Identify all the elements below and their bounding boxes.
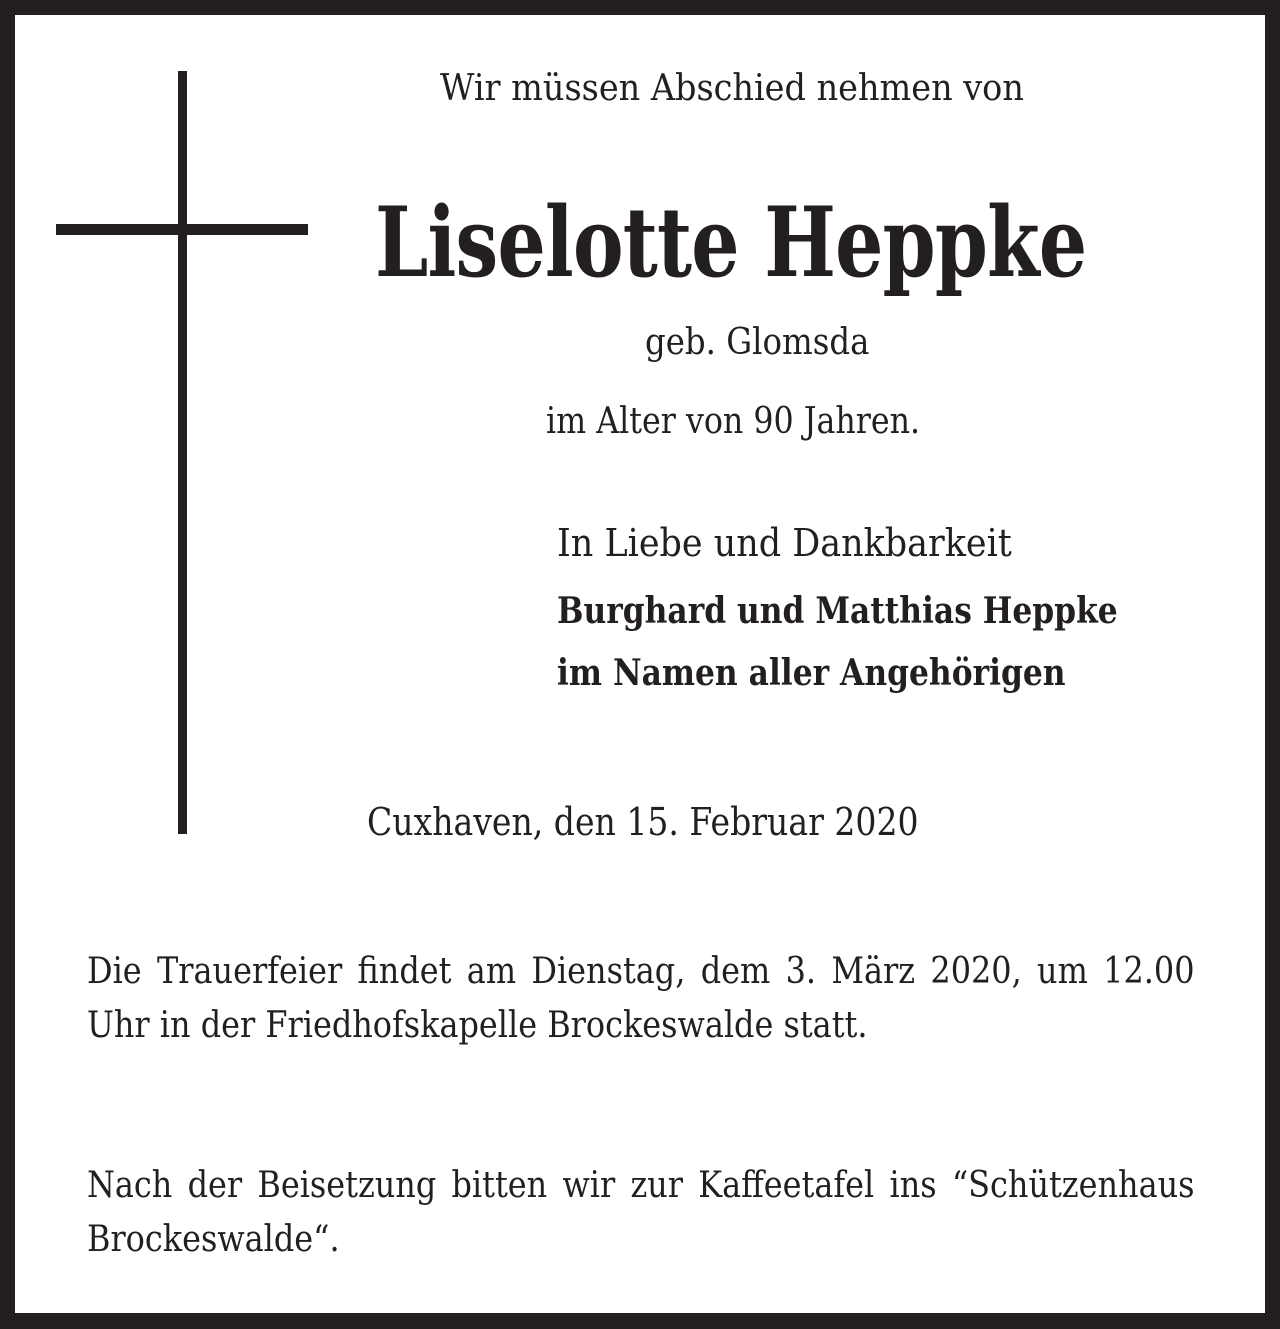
obituary-notice [15,15,1265,1313]
funeral-info-paragraph [87,945,1194,1053]
cross-icon-vertical [178,71,187,834]
cross-icon-horizontal [56,224,308,235]
reception-info-paragraph [87,1159,1194,1267]
family-relatives: im Namen aller Angehörigen [557,652,1066,694]
intro-text: Wir müssen Abschied nehmen von [440,68,1024,109]
age-text: im Alter von 90 Jahren. [546,401,921,442]
deceased-name: Liselotte Heppke [375,186,1087,299]
place-date: Cuxhaven, den 15. Februar 2020 [367,800,919,844]
closing-text: In Liebe und Dankbarkeit [557,521,1012,565]
funeral-info-text: Die Trauerfeier findet am Dienstag, dem 3. März 2020, um 12.00 Uhr in der Friedhofskapelle Brockeswalde statt. [87,951,1195,1046]
maiden-name: geb. Glomsda [645,322,870,363]
family-names: Burghard und Matthias Heppke [557,590,1118,632]
reception-info-text: Nach der Beisetzung bitten wir zur Kaffeetafel ins “Schützenhaus Brockeswalde“. [87,1165,1195,1260]
